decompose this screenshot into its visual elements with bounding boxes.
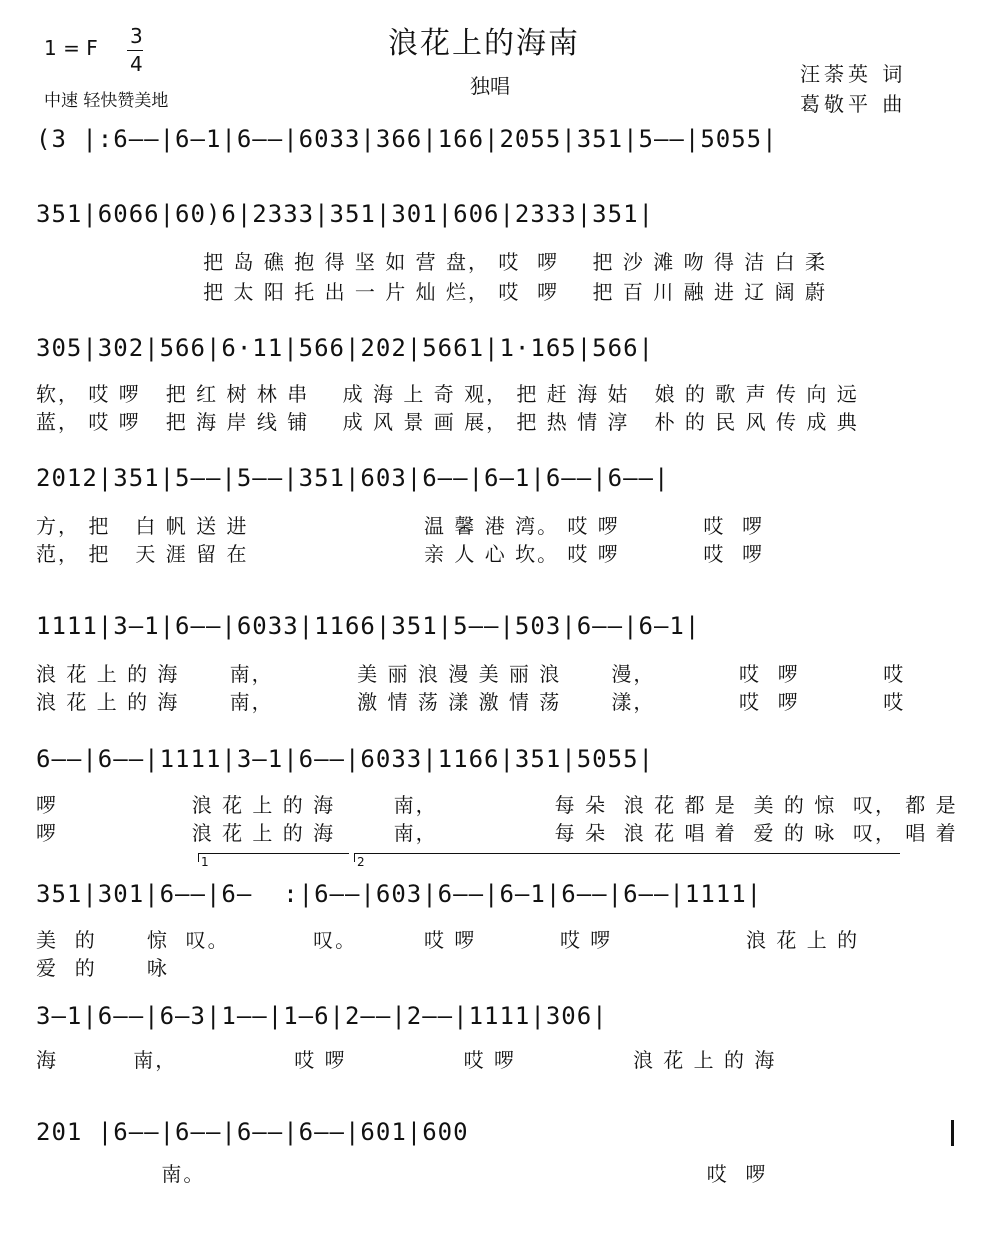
lyric-verse-2: 啰 浪 花 上 的 海 南， 每 朵 浪 花 唱 着 爱 的 咏 叹， 唱 着 (36, 821, 958, 845)
volta-bracket-1 (198, 853, 349, 862)
volta-label-2: 2 (357, 855, 365, 869)
lyric-verse-2: 把 太 阳 托 出 一 片 灿 烂， 哎 啰 把 百 川 融 进 辽 阔 蔚 (36, 280, 828, 304)
volta-bracket-2 (354, 853, 900, 862)
key-signature: 1 = F (44, 36, 98, 60)
lyric-verse-2: 蓝， 哎 啰 把 海 岸 线 铺 成 风 景 画 展， 把 热 情 淳 朴 的 民 风 传 成 典 (36, 410, 859, 434)
song-title: 浪花上的海南 (388, 26, 580, 61)
notation-line: 201 |6——|6——|6——|6——|601|600 (36, 1118, 469, 1146)
score-line-4 (36, 464, 950, 574)
notation-line: 351|6066|60)6|2333|351|301|606|2333|351| (36, 200, 654, 228)
time-signature-bottom: 4 (130, 52, 143, 76)
notation-line: 1111|3—1|6——|6033|1166|351|5——|503|6——|6—1| (36, 612, 701, 640)
score-line-8 (36, 1002, 950, 1082)
volta-label-1: 1 (201, 855, 209, 869)
notation-line: 3—1|6——|6—3|1——|1—6|2——|2——|1111|306| (36, 1002, 608, 1030)
composer-credit: 葛敬平 曲 (800, 92, 907, 116)
lyricist-credit: 汪荼英 词 (800, 62, 907, 86)
score-line-9 (36, 1118, 950, 1198)
tempo-marking: 中速 轻快赞美地 (44, 91, 169, 111)
time-signature-top: 3 (130, 24, 143, 48)
lyric-verse-1: 把 岛 礁 抱 得 坚 如 营 盘， 哎 啰 把 沙 滩 吻 得 洁 白 柔 (36, 250, 828, 274)
score-line-1 (36, 125, 950, 165)
score-line-5 (36, 612, 950, 722)
score-line-2 (36, 200, 950, 310)
time-signature-bar (127, 50, 143, 51)
lyric-verse-1: 浪 花 上 的 海 南， 美 丽 浪 漫 美 丽 浪 漫， 哎 啰 哎 (36, 662, 906, 686)
lyric-verse-1: 软， 哎 啰 把 红 树 林 串 成 海 上 奇 观， 把 赶 海 姑 娘 的 歌 声 传 向 远 (36, 382, 859, 406)
lyric-verse-1: 海 南， 哎 啰 哎 啰 浪 花 上 的 海 (36, 1048, 777, 1072)
notation-line: (3 |:6——|6—1|6——|6033|366|166|2055|351|5——|5055| (36, 125, 778, 153)
final-barline (951, 1120, 954, 1146)
score-line-7 (36, 880, 950, 990)
lyric-verse-1: 方， 把 白 帆 送 进 温 馨 港 湾。 哎 啰 哎 啰 (36, 514, 765, 538)
notation-line: 305|302|566|6·11|566|202|5661|1·165|566| (36, 334, 654, 362)
lyric-verse-2: 浪 花 上 的 海 南， 激 情 荡 漾 激 情 荡 漾， 哎 啰 哎 (36, 690, 906, 714)
score-line-3 (36, 334, 950, 444)
performance-type: 独唱 (470, 74, 510, 98)
lyric-verse-1: 啰 浪 花 上 的 海 南， 每 朵 浪 花 都 是 美 的 惊 叹， 都 是 (36, 793, 958, 817)
lyric-verse-2: 爱 的 咏 (36, 956, 169, 980)
lyric-verse-2: 范， 把 天 涯 留 在 亲 人 心 坎。 哎 啰 哎 啰 (36, 542, 765, 566)
lyric-verse-1: 美 的 惊 叹。 叹。 哎 啰 哎 啰 浪 花 上 的 (36, 928, 860, 952)
score-line-6 (36, 745, 958, 855)
notation-line: 6——|6——|1111|3—1|6——|6033|1166|351|5055| (36, 745, 654, 773)
notation-line: 2012|351|5——|5——|351|603|6——|6—1|6——|6——| (36, 464, 670, 492)
notation-line: 351|301|6——|6— :|6——|603|6——|6—1|6——|6——|1111| (36, 880, 763, 908)
lyric-verse-1: 南。 哎 啰 (36, 1162, 768, 1186)
